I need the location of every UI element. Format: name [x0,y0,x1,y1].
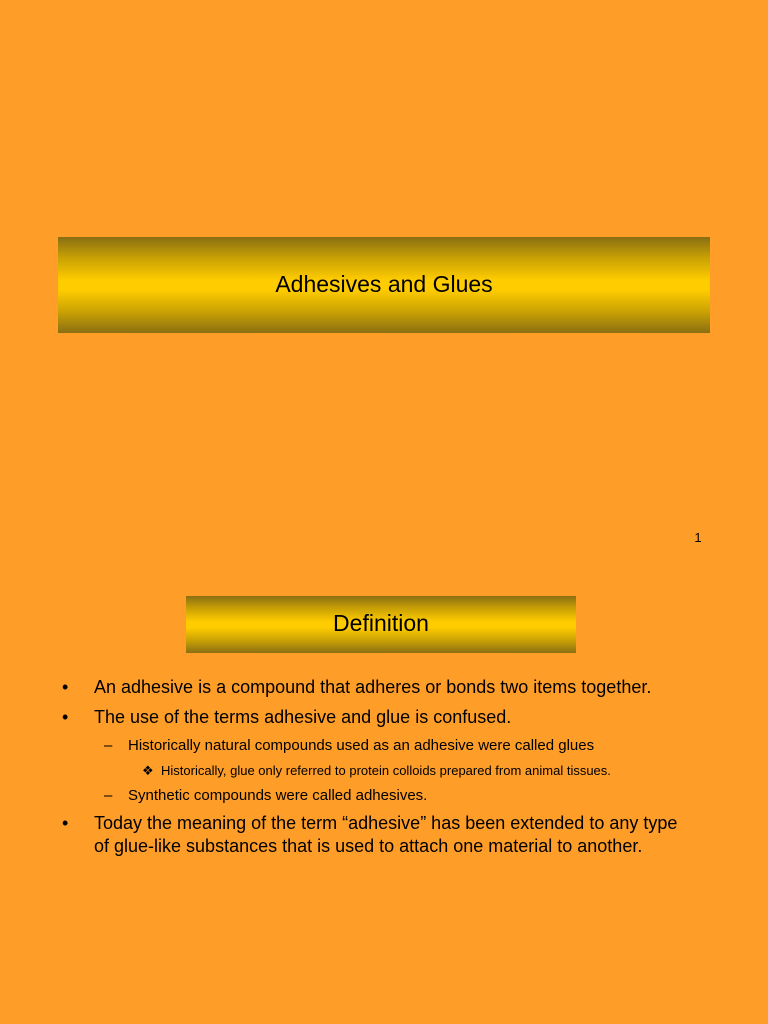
sub-bullet-text: Historically natural compounds used as an adhesive were called glues [128,737,595,754]
sub-bullet-item [0,736,768,756]
bullet-text: The use of the terms adhesive and glue is confused. [94,707,512,727]
sub-bullet-text: Synthetic compounds were called adhesives. [128,787,428,804]
sub-bullet-item [0,786,768,806]
bullet-text: An adhesive is a compound that adheres or bonds two items together. [94,677,652,697]
dash-marker: – [104,787,113,804]
bullet-marker: • [62,813,69,833]
diamond-bullet-icon: ❖ [142,763,154,778]
bullet-text: Today the meaning of the term “adhesive” has been extended to any type of glue-like substances that is used to attach one material to another. [94,813,678,856]
sub-sub-bullet-text: Historically, glue only referred to protein colloids prepared from animal tissues. [161,763,611,778]
dash-marker: – [104,737,113,754]
section-heading: Definition [333,609,429,636]
section-heading-banner [186,596,576,653]
bullet-marker: • [62,707,69,727]
bullet-list [0,676,768,865]
bullet-item [0,676,768,699]
page-number: 1 [694,530,702,545]
sub-sub-bullet-item [0,762,768,780]
slide-title: Adhesives and Glues [275,270,493,297]
bullet-item [0,706,768,729]
bullet-marker: • [62,677,69,697]
slide-title-banner [58,237,710,333]
bullet-item [0,812,768,858]
